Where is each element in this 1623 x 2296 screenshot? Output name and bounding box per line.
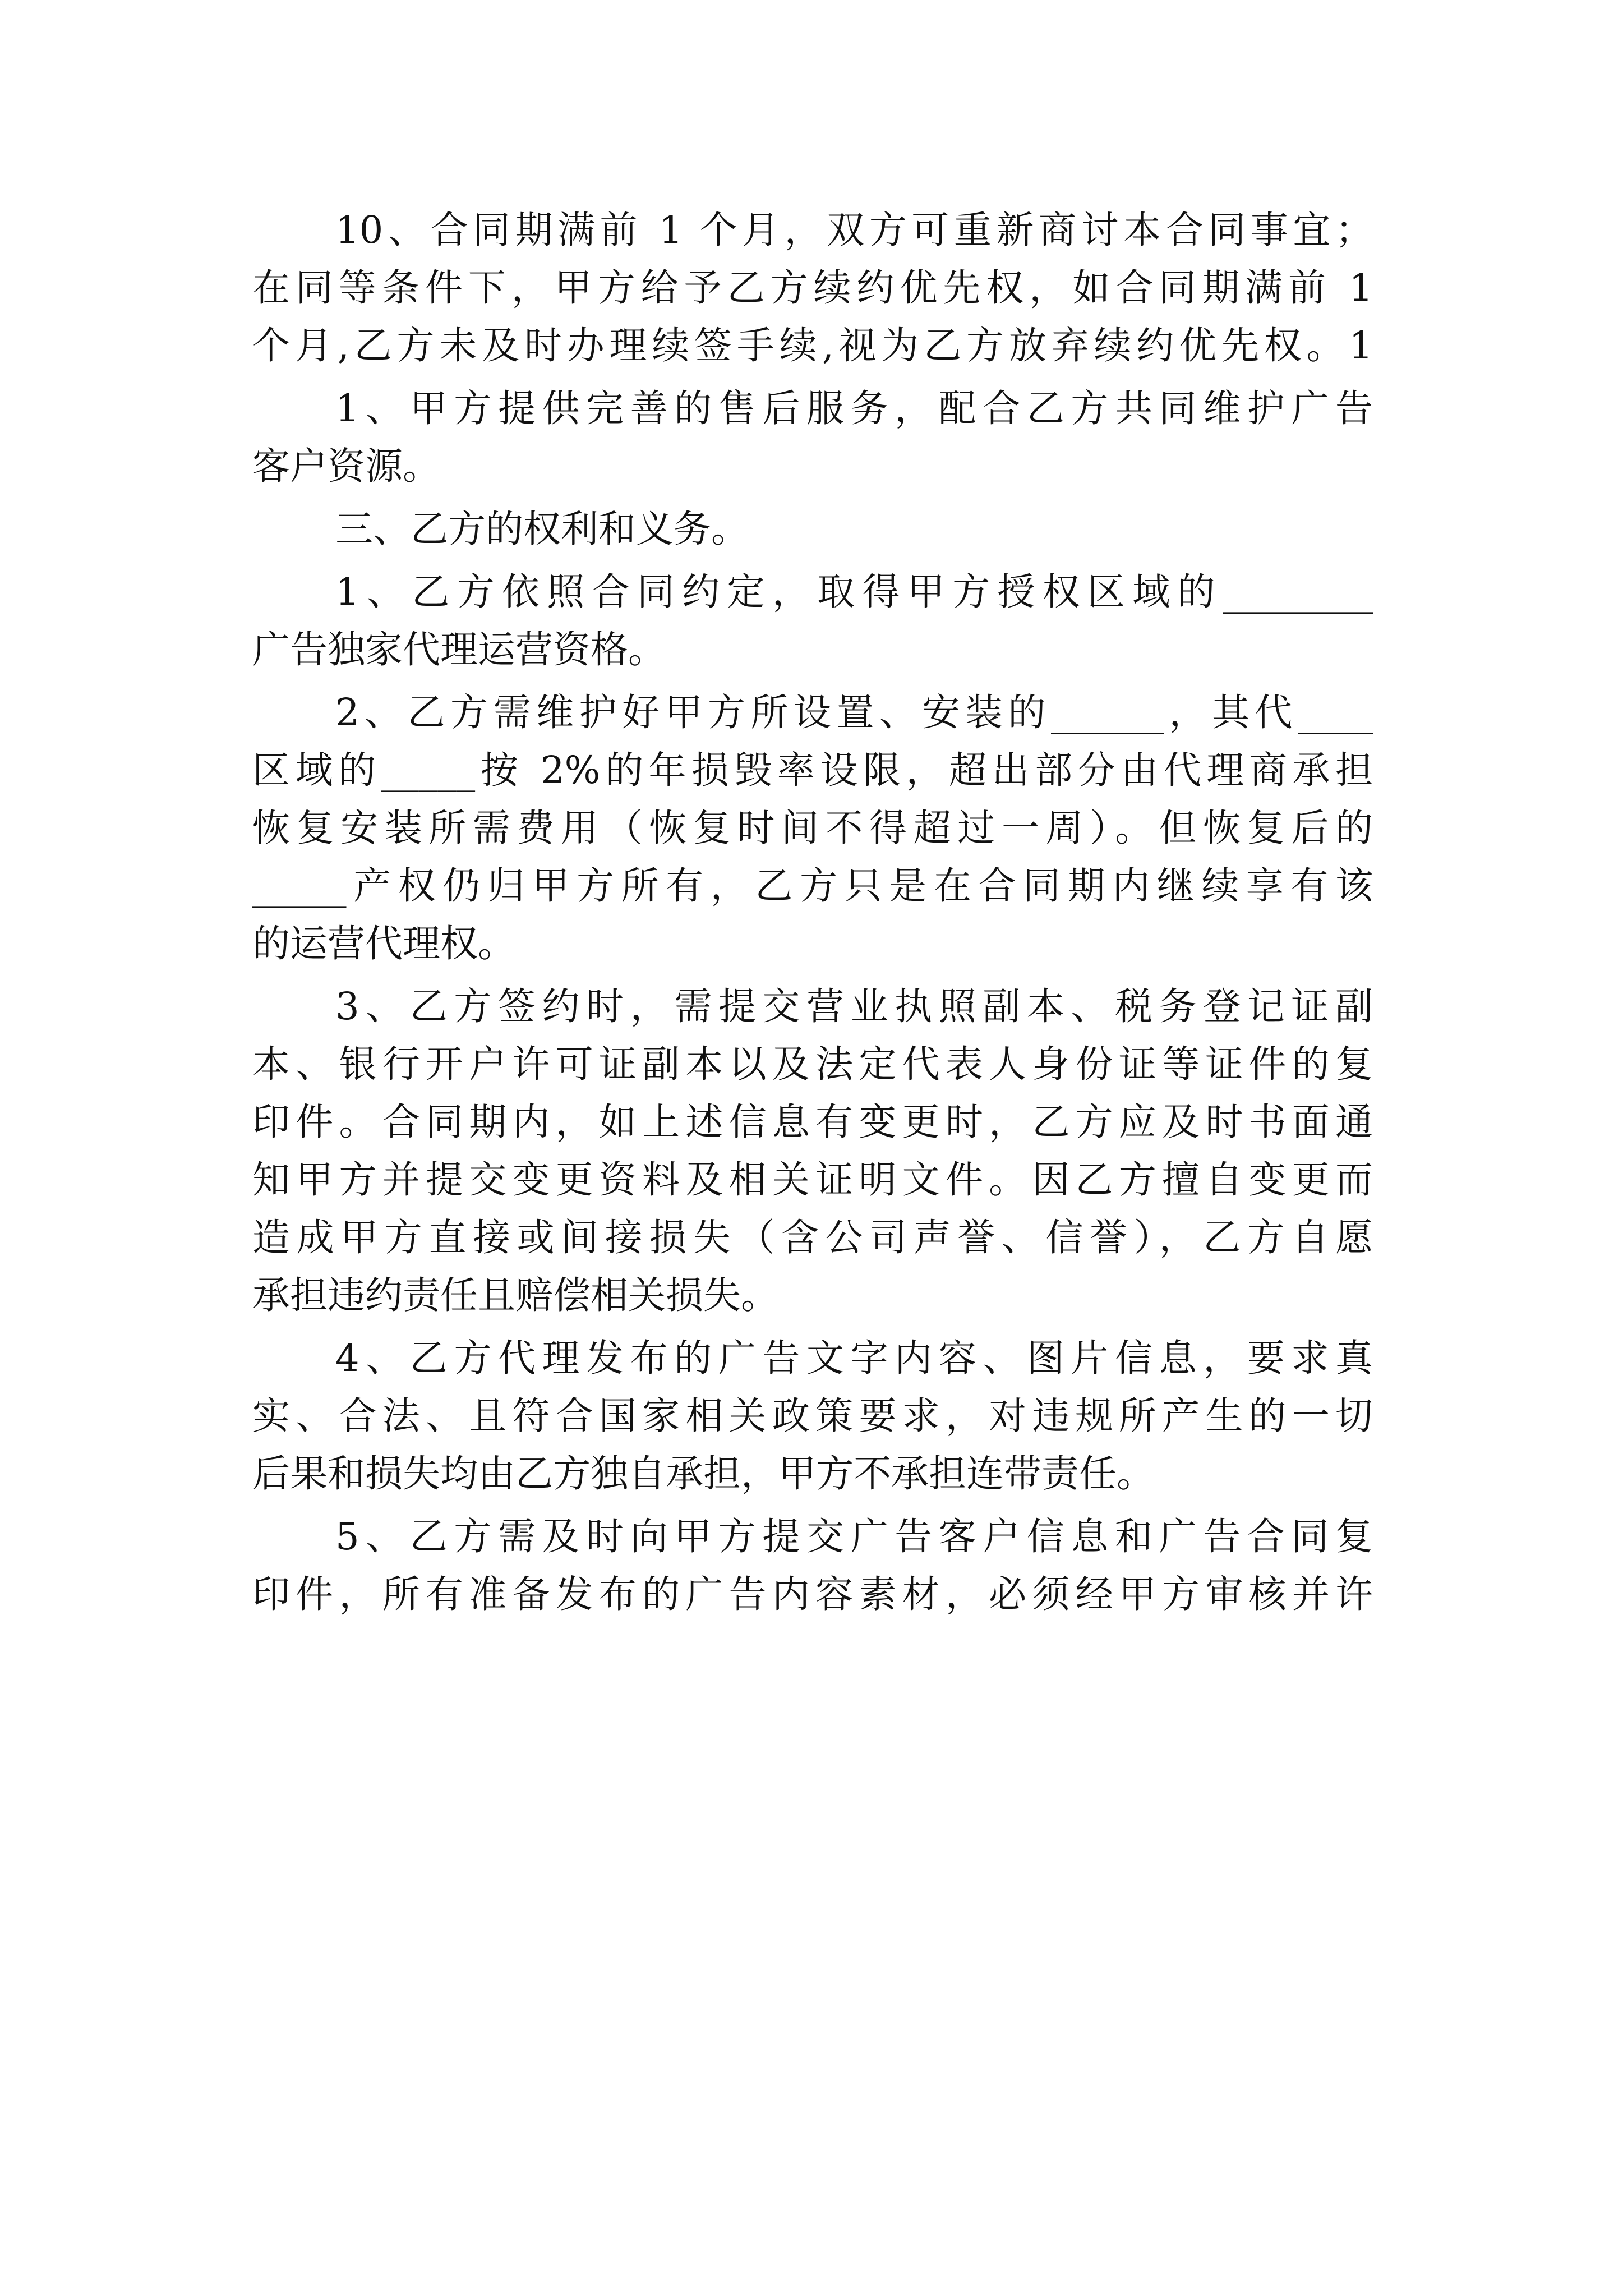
text-line: 造成甲方直接或间接损失（含公司声誉、信誉），乙方自愿 (252, 1216, 1373, 1259)
text-line: 5、乙方需及时向甲方提交广告客户信息和广告合同复 (335, 1515, 1373, 1558)
text-line: 3、乙方签约时，需提交营业执照副本、税务登记证副 (335, 984, 1373, 1028)
text-line: 2、乙方需维护好甲方所设置、安装的______，其代____ (335, 691, 1373, 734)
text-line: 个月,乙方未及时办理续签手续,视为乙方放弃续约优先权。1 (252, 324, 1373, 367)
text-line: 本、银行开户许可证副本以及法定代表人身份证等证件的复 (252, 1042, 1373, 1086)
text-line: 后果和损失均由乙方独自承担，甲方不承担连带责任。 (252, 1452, 1154, 1496)
text-line: 实、合法、且符合国家相关政策要求，对违规所产生的一切 (252, 1394, 1373, 1438)
text-line: 4、乙方代理发布的广告文字内容、图片信息，要求真 (335, 1336, 1373, 1380)
section-heading: 三、乙方的权利和义务。 (335, 507, 749, 551)
text-line: 的运营代理权。 (252, 922, 515, 965)
text-line: 承担违约责任且赔偿相关损失。 (252, 1273, 778, 1317)
text-line: _____产权仍归甲方所有，乙方只是在合同期内继续享有该 (252, 864, 1373, 908)
text-line: 10、合同期满前 1 个月，双方可重新商讨本合同事宜； (335, 208, 1373, 252)
text-line: 客户资源。 (252, 444, 440, 488)
text-line: 在同等条件下，甲方给予乙方续约优先权，如合同期满前 1 (252, 266, 1373, 310)
text-line: 区域的_____按 2%的年损毁率设限，超出部分由代理商承担 (252, 748, 1373, 792)
text-line: 印件。合同期内，如上述信息有变更时，乙方应及时书面通 (252, 1100, 1373, 1144)
text-line: 恢复安装所需费用（恢复时间不得超过一周）。但恢复后的 (252, 806, 1373, 850)
text-line: 印件，所有准备发布的广告内容素材，必须经甲方审核并许 (252, 1572, 1373, 1616)
text-line: 广告独家代理运营资格。 (252, 628, 666, 671)
text-line: 1、甲方提供完善的售后服务，配合乙方共同维护广告 (335, 386, 1373, 430)
text-line: 知甲方并提交变更资料及相关证明文件。因乙方擅自变更而 (252, 1158, 1373, 1202)
text-line: 1、乙方依照合同约定，取得甲方授权区域的________ (335, 570, 1373, 614)
